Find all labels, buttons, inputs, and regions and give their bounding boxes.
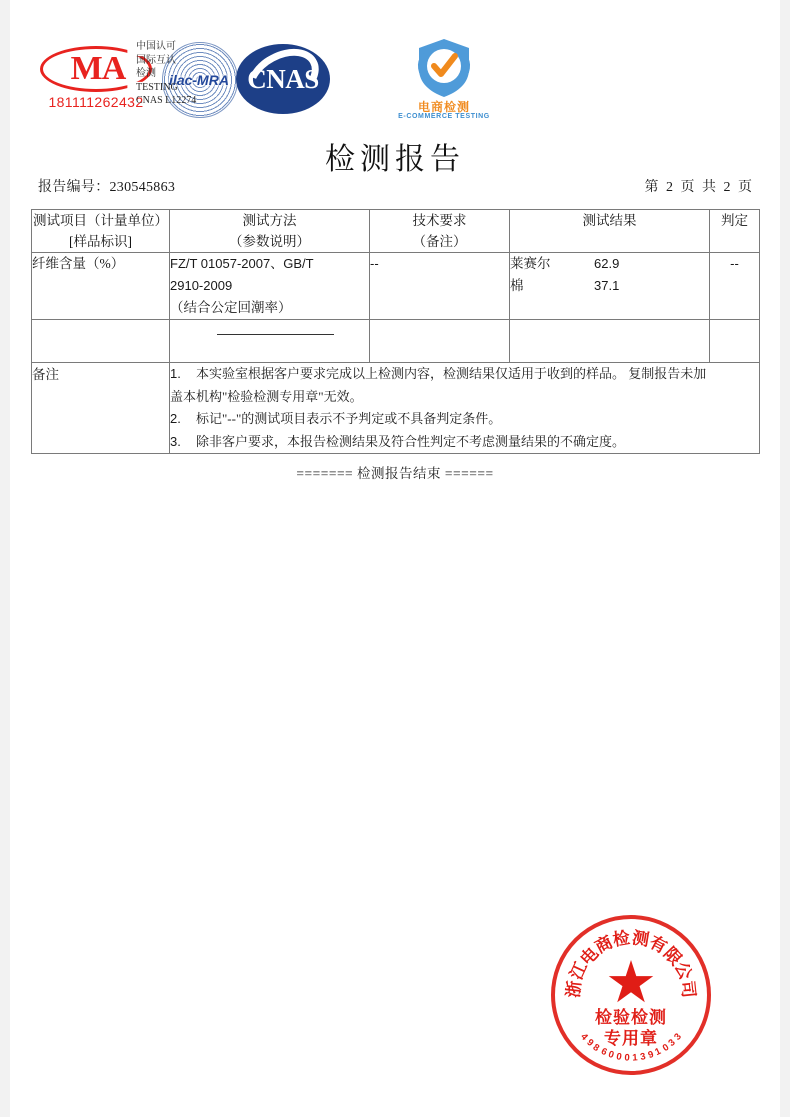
cell-remarks-body bbox=[170, 363, 760, 454]
cell-test-method-line2: 2910-2009 bbox=[170, 278, 233, 293]
result-fiber-value-1: 62.9 bbox=[594, 256, 620, 271]
column-header-test-method-line1: 测试方法 bbox=[242, 213, 297, 228]
ecommerce-logo-en-text: E-COMMERCE TESTING bbox=[398, 113, 490, 120]
cnas-registration-number: CNAS L12274 bbox=[136, 95, 197, 106]
cnas-text-line-1: 中国认可 bbox=[136, 41, 176, 52]
cell-verdict: -- bbox=[710, 253, 760, 320]
cell-test-item: 纤维含量（%） bbox=[32, 253, 170, 320]
remark-number-1: 1. bbox=[170, 366, 181, 381]
remark-text-3-line1: 除非客户要求，本报告检测结果及符合性判定不考虑测量结果的不确定度。 bbox=[196, 433, 626, 449]
report-number-value: 230545863 bbox=[109, 180, 176, 195]
column-header-tech-requirement-line2: （备注） bbox=[412, 234, 467, 249]
test-results-table bbox=[31, 209, 760, 454]
cell-test-result bbox=[510, 253, 710, 320]
cell-test-method bbox=[170, 253, 370, 320]
cnas-text-line-4: TESTING bbox=[136, 81, 178, 93]
ecommerce-logo-cn-text: 电商检测 bbox=[417, 100, 470, 114]
page-indicator: 第 2 页 共 2 页 bbox=[644, 180, 754, 195]
result-fiber-value-2: 37.1 bbox=[594, 278, 620, 293]
remark-item bbox=[170, 408, 759, 431]
column-header-test-method-line2: （参数说明） bbox=[229, 234, 310, 249]
column-header-test-result-line1: 测试结果 bbox=[582, 213, 637, 228]
result-entry bbox=[510, 275, 709, 297]
remark-number-3: 3. bbox=[170, 433, 181, 449]
remark-text-2-line1: 标记"--"的测试项目表示不予判定或不具备判定条件。 bbox=[196, 411, 502, 426]
remark-item bbox=[170, 363, 759, 408]
ecommerce-testing-logo bbox=[390, 36, 498, 126]
column-header-tech-requirement-line1: 技术要求 bbox=[412, 213, 467, 228]
cma-logo-text: MA bbox=[70, 50, 126, 87]
cell-test-method-line1: FZ/T 01057-2007、GB/T bbox=[170, 256, 314, 271]
column-header-tech-requirement bbox=[370, 210, 510, 253]
table-row-remarks bbox=[32, 363, 760, 454]
seal-star-icon: ★ bbox=[605, 950, 657, 1015]
remark-item bbox=[170, 431, 759, 454]
cell-tech-requirement: -- bbox=[370, 253, 510, 320]
cell-test-method-line3: （结合公定回潮率） bbox=[170, 300, 292, 315]
result-entry bbox=[510, 253, 709, 275]
cnas-logo-text: CNAS bbox=[247, 64, 319, 94]
column-header-test-item bbox=[32, 210, 170, 253]
cnas-logo bbox=[236, 42, 332, 120]
column-header-verdict-line1: 判定 bbox=[721, 213, 748, 228]
cell-blank-tech bbox=[370, 320, 510, 363]
result-fiber-name-1: 莱赛尔 bbox=[510, 256, 551, 271]
official-seal-stamp: ★ 检验检测 专用章 浙 江 电 商 检 测 有 限 公 司 3 3 0 1 9 3 1 0 0 0 6 8 9 4 bbox=[551, 915, 711, 1075]
remark-text-1-line2: 盖本机构"检验检测专用章"无效。 bbox=[170, 388, 363, 404]
seal-center-line-1: 检验检测 bbox=[595, 1008, 667, 1027]
remark-text-1-line1: 本实验室根据客户要求完成以上检测内容，检测结果仅适用于收到的样品。 复制报告未加 bbox=[196, 366, 707, 381]
report-number-label: 报告编号： bbox=[38, 180, 110, 195]
cell-remarks-label: 备注 bbox=[32, 363, 170, 454]
table-row bbox=[32, 253, 760, 320]
seal-center-line-2: 专用章 bbox=[604, 1029, 658, 1048]
cell-blank-verdict bbox=[710, 320, 760, 363]
report-number bbox=[38, 176, 175, 196]
cell-blank-result bbox=[510, 320, 710, 363]
remark-number-2: 2. bbox=[170, 411, 181, 426]
table-header-row bbox=[32, 210, 760, 253]
ilac-logo-text: ilac-MRA bbox=[169, 72, 229, 88]
column-header-test-method bbox=[170, 210, 370, 253]
column-header-test-item-line1: 测试项目（计量单位） bbox=[33, 213, 168, 228]
page-title: 检测报告 bbox=[325, 143, 465, 176]
cnas-accreditation-text bbox=[136, 40, 206, 108]
end-of-table-rule-wrap bbox=[170, 320, 369, 362]
result-fiber-name-2: 棉 bbox=[510, 278, 524, 293]
cell-blank-method bbox=[170, 320, 370, 363]
end-of-report-marker: ======= 检测报告结束 ====== bbox=[296, 466, 494, 481]
cnas-text-line-2: 国际互认 bbox=[136, 54, 176, 66]
accreditation-logo-bar bbox=[38, 36, 498, 128]
column-header-test-result bbox=[510, 210, 710, 253]
end-of-table-rule bbox=[217, 334, 334, 335]
cnas-text-line-3: 检测 bbox=[136, 68, 156, 79]
shield-check-icon bbox=[412, 36, 476, 100]
table-row-blank bbox=[32, 320, 760, 363]
report-meta-row bbox=[38, 176, 754, 198]
cell-blank-item bbox=[32, 320, 170, 363]
cma-certificate-number: 181111262432 bbox=[48, 94, 144, 110]
column-header-test-item-line2: [样品标识] bbox=[69, 234, 132, 249]
column-header-verdict bbox=[710, 210, 760, 253]
